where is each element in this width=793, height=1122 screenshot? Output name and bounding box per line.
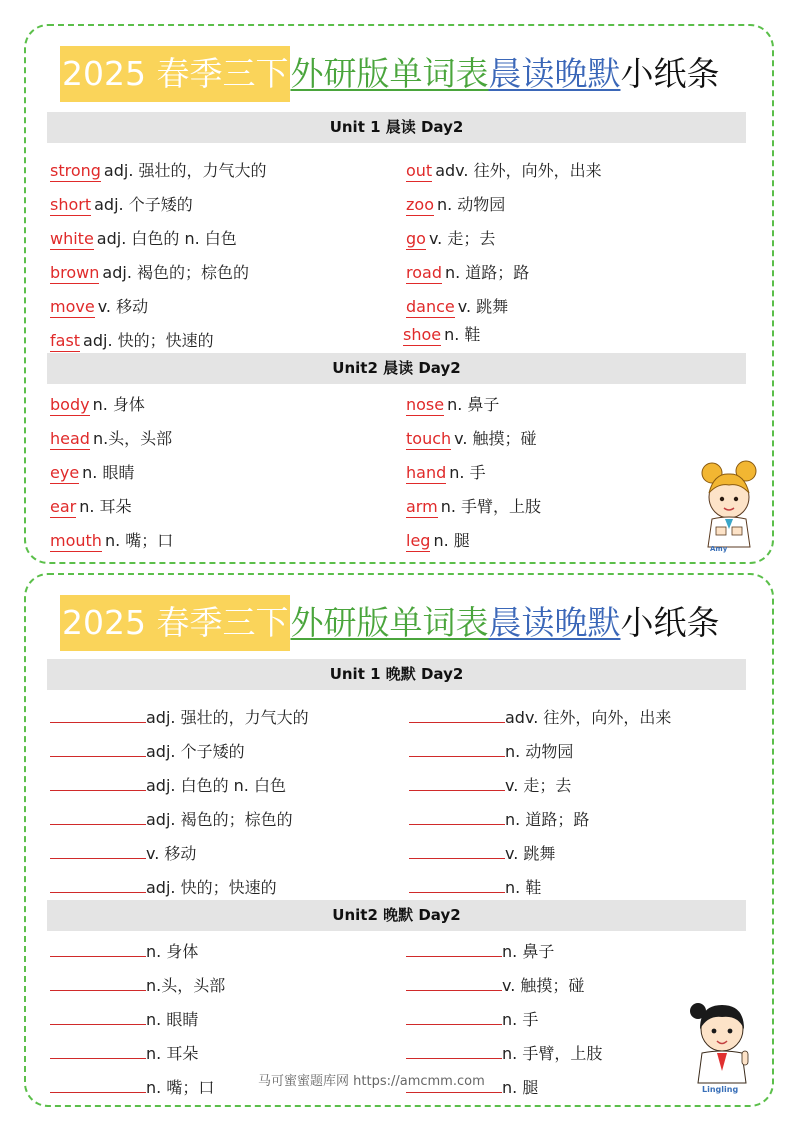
vocab-row [50, 426, 172, 452]
dictation-row [406, 1041, 602, 1067]
dictation-meaning: v. 走；去 [505, 776, 572, 795]
vocab-word: leg [406, 531, 431, 550]
answer-blank[interactable] [409, 841, 505, 859]
title-year: 2025 春季三下 [60, 46, 290, 102]
vocab-word: arm [406, 497, 438, 516]
vocab-meaning: n. 鼻子 [447, 395, 500, 414]
vocab-row [50, 226, 237, 252]
vocab-row [50, 294, 148, 320]
dictation-row [50, 939, 198, 965]
dictation-row [50, 1041, 198, 1067]
dictation-meaning: n. 动物园 [505, 742, 574, 761]
vocab-meaning: n.头，头部 [92, 429, 173, 448]
dictation-meaning: n. 手 [502, 1010, 539, 1029]
vocab-row [406, 158, 602, 184]
dictation-row [409, 807, 589, 833]
title-note: 小纸条 [620, 603, 720, 642]
vocab-meaning: v. 跳舞 [457, 297, 509, 316]
vocab-meaning: n. 手臂，上肢 [440, 497, 542, 516]
title-textbook: 外研版单词表 [290, 603, 489, 642]
dictation-meaning: n. 嘴；口 [146, 1078, 215, 1097]
card-title [60, 46, 719, 102]
vocab-word: dance [406, 297, 455, 316]
vocab-word: ear [50, 497, 77, 516]
vocab-word: zoo [406, 195, 434, 214]
dictation-meaning: n. 鞋 [505, 878, 542, 897]
vocab-meaning: n. 身体 [92, 395, 145, 414]
card-title [60, 595, 719, 651]
vocab-row [406, 192, 505, 218]
dictation-row [409, 739, 573, 765]
unit2-header-bar: Unit2 晚默 Day2 [47, 900, 746, 931]
title-textbook: 外研版单词表 [290, 54, 489, 93]
dictation-meaning: v. 跳舞 [505, 844, 556, 863]
vocab-meaning: n. 动物园 [436, 195, 506, 214]
dictation-row [50, 773, 286, 799]
vocab-meaning: v. 移动 [97, 297, 149, 316]
answer-blank[interactable] [409, 875, 505, 893]
dictation-row [50, 875, 277, 901]
answer-blank[interactable] [50, 807, 146, 825]
vocab-meaning: adj. 白色的 n. 白色 [96, 229, 237, 248]
vocab-word: move [50, 297, 95, 316]
vocab-row [406, 460, 486, 486]
girl-cartoon-icon [692, 459, 766, 559]
vocab-row [403, 322, 480, 348]
dictation-meaning: v. 触摸；碰 [502, 976, 585, 995]
dictation-meaning: n. 身体 [146, 942, 199, 961]
vocab-word: road [406, 263, 442, 282]
dictation-meaning: v. 移动 [146, 844, 197, 863]
vocab-word: body [50, 395, 90, 414]
vocab-row [50, 528, 173, 554]
dictation-meaning: n. 腿 [502, 1078, 539, 1097]
answer-blank[interactable] [50, 1075, 146, 1093]
vocab-word: nose [406, 395, 445, 414]
dictation-row [50, 807, 293, 833]
vocab-meaning: adj. 强壮的，力气大的 [103, 161, 267, 180]
vocab-row [406, 426, 537, 452]
answer-blank[interactable] [409, 773, 505, 791]
dictation-row [50, 1075, 214, 1101]
vocab-word: shoe [403, 325, 442, 344]
dictation-meaning: n. 手臂，上肢 [502, 1044, 603, 1063]
vocab-word: strong [50, 161, 101, 180]
dictation-row [409, 773, 571, 799]
vocab-meaning: n. 腿 [433, 531, 470, 550]
answer-blank[interactable] [50, 739, 146, 757]
dictation-meaning: n.头，头部 [146, 976, 226, 995]
vocab-word: brown [50, 263, 100, 282]
dictation-meaning: adj. 个子矮的 [146, 742, 245, 761]
morning-reading-card [24, 24, 774, 564]
answer-blank[interactable] [406, 1007, 502, 1025]
dictation-row [409, 841, 555, 867]
vocab-row [50, 192, 193, 218]
answer-blank[interactable] [50, 973, 146, 991]
vocab-meaning: adv. 往外，向外，出来 [435, 161, 602, 180]
vocab-word: touch [406, 429, 452, 448]
vocab-meaning: n. 道路；路 [444, 263, 530, 282]
footer-watermark: 马可蜜蜜题库网 https://amcmm.com [258, 1074, 485, 1089]
dictation-row [50, 973, 225, 999]
vocab-row [50, 392, 145, 418]
answer-blank[interactable] [50, 875, 146, 893]
title-reading: 晨读晚默 [488, 603, 621, 642]
dictation-row [50, 1007, 198, 1033]
vocab-word: fast [50, 331, 81, 350]
vocab-row [406, 528, 470, 554]
vocab-row [50, 158, 267, 184]
answer-blank[interactable] [50, 773, 146, 791]
vocab-row [406, 226, 495, 252]
answer-blank[interactable] [50, 705, 146, 723]
dictation-row [50, 739, 245, 765]
dictation-row [409, 875, 541, 901]
answer-blank[interactable] [409, 739, 505, 757]
vocab-meaning: adj. 褐色的；棕色的 [102, 263, 249, 282]
vocab-word: eye [50, 463, 80, 482]
amy-avatar [692, 459, 766, 559]
dictation-row [406, 939, 554, 965]
vocab-word: mouth [50, 531, 102, 550]
dictation-row [406, 1007, 538, 1033]
vocab-row [50, 328, 214, 354]
vocab-word: hand [406, 463, 447, 482]
vocab-row [406, 260, 529, 286]
dictation-row [409, 705, 671, 731]
vocab-word: head [50, 429, 90, 448]
evening-dictation-card [24, 573, 774, 1107]
vocab-row [50, 260, 249, 286]
answer-blank[interactable] [406, 973, 502, 991]
dictation-meaning: adj. 褐色的；棕色的 [146, 810, 293, 829]
vocab-row [50, 460, 134, 486]
answer-blank[interactable] [406, 1041, 502, 1059]
dictation-meaning: n. 鼻子 [502, 942, 555, 961]
dictation-meaning: adj. 强壮的，力气大的 [146, 708, 309, 727]
vocab-meaning: n. 手 [449, 463, 486, 482]
title-year: 2025 春季三下 [60, 595, 290, 651]
vocab-row [406, 294, 508, 320]
vocab-word: white [50, 229, 94, 248]
dictation-row [50, 841, 196, 867]
vocab-row [406, 392, 499, 418]
vocab-meaning: v. 走；去 [428, 229, 496, 248]
unit1-header-bar: Unit 1 晚默 Day2 [47, 659, 746, 690]
avatar-name-label: Lingling [702, 1085, 739, 1094]
dictation-meaning: adj. 白色的 n. 白色 [146, 776, 286, 795]
dictation-row [50, 705, 309, 731]
vocab-meaning: n. 嘴；口 [104, 531, 174, 550]
title-reading: 晨读晚默 [488, 54, 621, 93]
vocab-meaning: n. 鞋 [444, 325, 481, 344]
dictation-row [406, 973, 584, 999]
vocab-meaning: adj. 快的；快速的 [83, 331, 214, 350]
vocab-word: out [406, 161, 433, 180]
vocab-meaning: adj. 个子矮的 [94, 195, 193, 214]
vocab-meaning: n. 耳朵 [79, 497, 132, 516]
unit1-header-bar: Unit 1 晨读 Day2 [47, 112, 746, 143]
answer-blank[interactable] [409, 807, 505, 825]
lingling-avatar [682, 991, 762, 1099]
unit2-header-bar: Unit2 晨读 Day2 [47, 353, 746, 384]
dictation-meaning: n. 眼睛 [146, 1010, 199, 1029]
answer-blank[interactable] [50, 841, 146, 859]
girl-cartoon-icon [682, 991, 762, 1099]
dictation-meaning: adv. 往外，向外，出来 [505, 708, 672, 727]
answer-blank[interactable] [50, 1041, 146, 1059]
answer-blank[interactable] [50, 939, 146, 957]
vocab-word: short [50, 195, 92, 214]
avatar-name-label: Amy [710, 545, 728, 553]
vocab-meaning: v. 触摸；碰 [454, 429, 537, 448]
dictation-meaning: adj. 快的；快速的 [146, 878, 277, 897]
dictation-meaning: n. 道路；路 [505, 810, 590, 829]
vocab-word: go [406, 229, 426, 248]
vocab-meaning: n. 眼睛 [82, 463, 135, 482]
title-note: 小纸条 [620, 54, 720, 93]
answer-blank[interactable] [409, 705, 505, 723]
answer-blank[interactable] [50, 1007, 146, 1025]
answer-blank[interactable] [406, 939, 502, 957]
vocab-row [406, 494, 541, 520]
dictation-meaning: n. 耳朵 [146, 1044, 199, 1063]
vocab-row [50, 494, 132, 520]
